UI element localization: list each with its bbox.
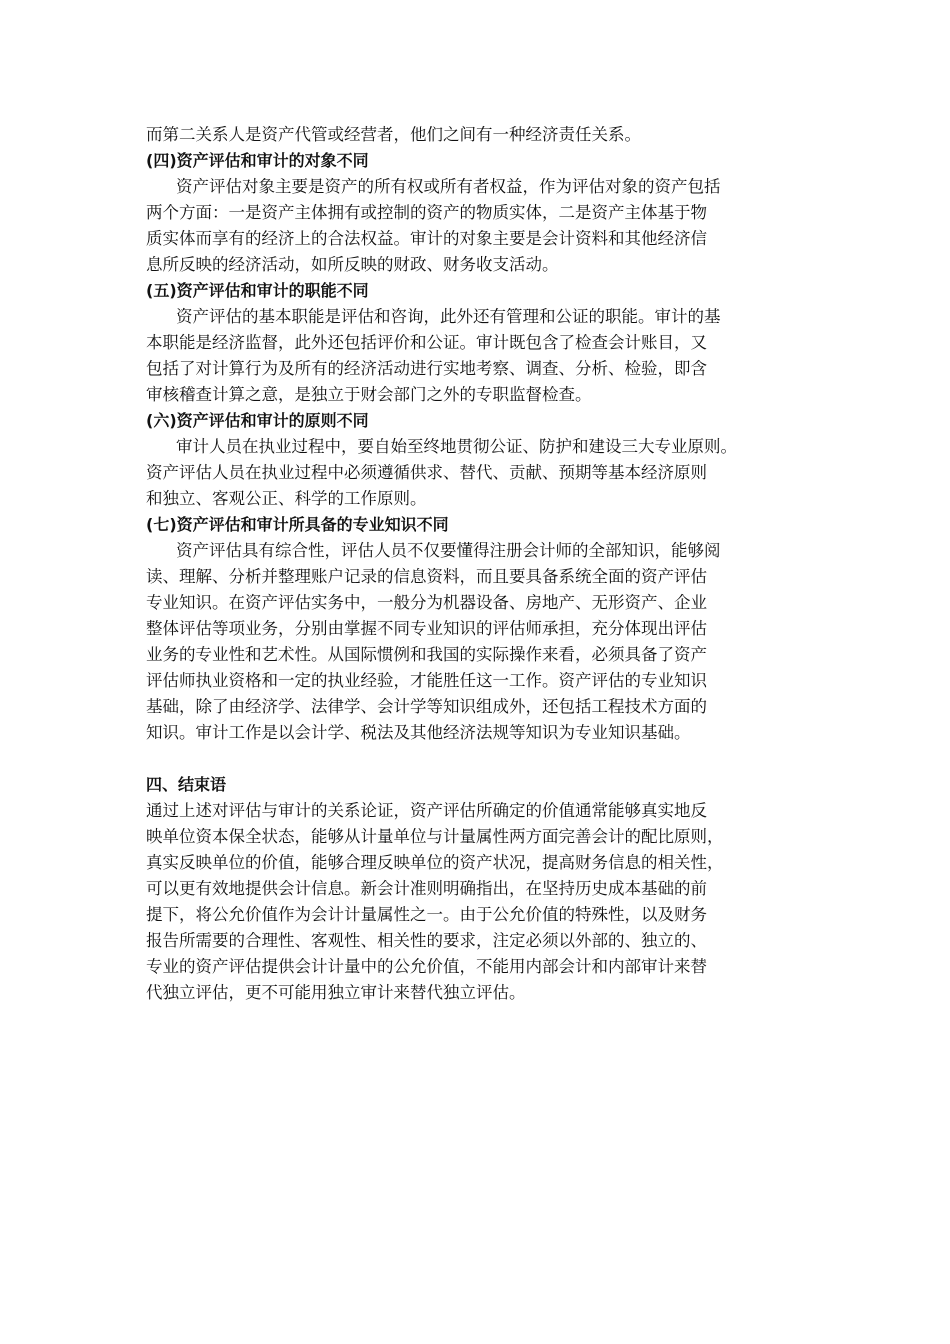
body-text-line: 审核稽查计算之意，是独立于财会部门之外的专职监督检查。 (146, 385, 592, 404)
body-text-line: 可以更有效地提供会计信息。新会计准则明确指出，在坚持历史成本基础的前 (146, 879, 707, 898)
body-text-line: 报告所需要的合理性、客观性、相关性的要求，注定必须以外部的、独立的、 (146, 931, 707, 950)
body-text-line: 通过上述对评估与审计的关系论证，资产评估所确定的价值通常能够真实地反 (146, 801, 707, 820)
body-text-line: 两个方面：一是资产主体拥有或控制的资产的物质实体，二是资产主体基于物 (146, 203, 707, 222)
body-text-line: 读、理解、分析并整理账户记录的信息资料，而且要具备系统全面的资产评估 (146, 567, 707, 586)
body-text-line: 和独立、客观公正、科学的工作原则。 (146, 489, 427, 508)
body-text-line: 提下，将公允价值作为会计计量属性之一。由于公允价值的特殊性，以及财务 (146, 905, 707, 924)
body-text-line: 资产评估的基本职能是评估和咨询，此外还有管理和公证的职能。审计的基 (176, 307, 721, 326)
body-text-line: 质实体而享有的经济上的合法权益。审计的对象主要是会计资料和其他经济信 (146, 229, 707, 248)
section-heading: (六)资产评估和审计的原则不同 (146, 411, 369, 430)
section-heading: (七)资产评估和审计所具备的专业知识不同 (146, 515, 449, 534)
body-text-line: 资产评估人员在执业过程中必须遵循供求、替代、贡献、预期等基本经济原则 (146, 463, 707, 482)
body-text-line: 息所反映的经济活动，如所反映的财政、财务收支活动。 (146, 255, 559, 274)
body-text-line: 业务的专业性和艺术性。从国际惯例和我国的实际操作来看，必须具备了资产 (146, 645, 707, 664)
body-text-line: 专业的资产评估提供会计计量中的公允价值，不能用内部会计和内部审计来替 (146, 957, 707, 976)
document-page (146, 122, 826, 1006)
body-text-line: 知识。审计工作是以会计学、税法及其他经济法规等知识为专业知识基础。 (146, 723, 691, 742)
body-text-line: 真实反映单位的价值，能够合理反映单位的资产状况，提高财务信息的相关性， (146, 853, 724, 872)
body-text-line: 基础，除了由经济学、法律学、会计学等知识组成外，还包括工程技术方面的 (146, 697, 707, 716)
body-text-line: 资产评估对象主要是资产的所有权或所有者权益，作为评估对象的资产包括 (176, 177, 721, 196)
body-text-line: 而第二关系人是资产代管或经营者，他们之间有一种经济责任关系。 (146, 125, 641, 144)
body-text-line: 映单位资本保全状态，能够从计量单位与计量属性两方面完善会计的配比原则， (146, 827, 724, 846)
body-text-line: 整体评估等项业务，分别由掌握不同专业知识的评估师承担，充分体现出评估 (146, 619, 707, 638)
section-heading: (五)资产评估和审计的职能不同 (146, 281, 369, 300)
body-text-line: 专业知识。在资产评估实务中，一般分为机器设备、房地产、无形资产、企业 (146, 593, 707, 612)
body-text-line: 代独立评估，更不可能用独立审计来替代独立评估。 (146, 983, 526, 1002)
body-text-line: 资产评估具有综合性，评估人员不仅要懂得注册会计师的全部知识，能够阅 (176, 541, 721, 560)
section-heading: 四、结束语 (146, 775, 227, 794)
body-text-line: 包括了对计算行为及所有的经济活动进行实地考察、调查、分析、检验，即含 (146, 359, 707, 378)
body-text-line: 评估师执业资格和一定的执业经验，才能胜任这一工作。资产评估的专业知识 (146, 671, 707, 690)
body-text-line: 审计人员在执业过程中，要自始至终地贯彻公证、防护和建设三大专业原则。 (176, 437, 737, 456)
section-heading: (四)资产评估和审计的对象不同 (146, 151, 369, 170)
body-text-line: 本职能是经济监督，此外还包括评价和公证。审计既包含了检查会计账目，又 (146, 333, 707, 352)
